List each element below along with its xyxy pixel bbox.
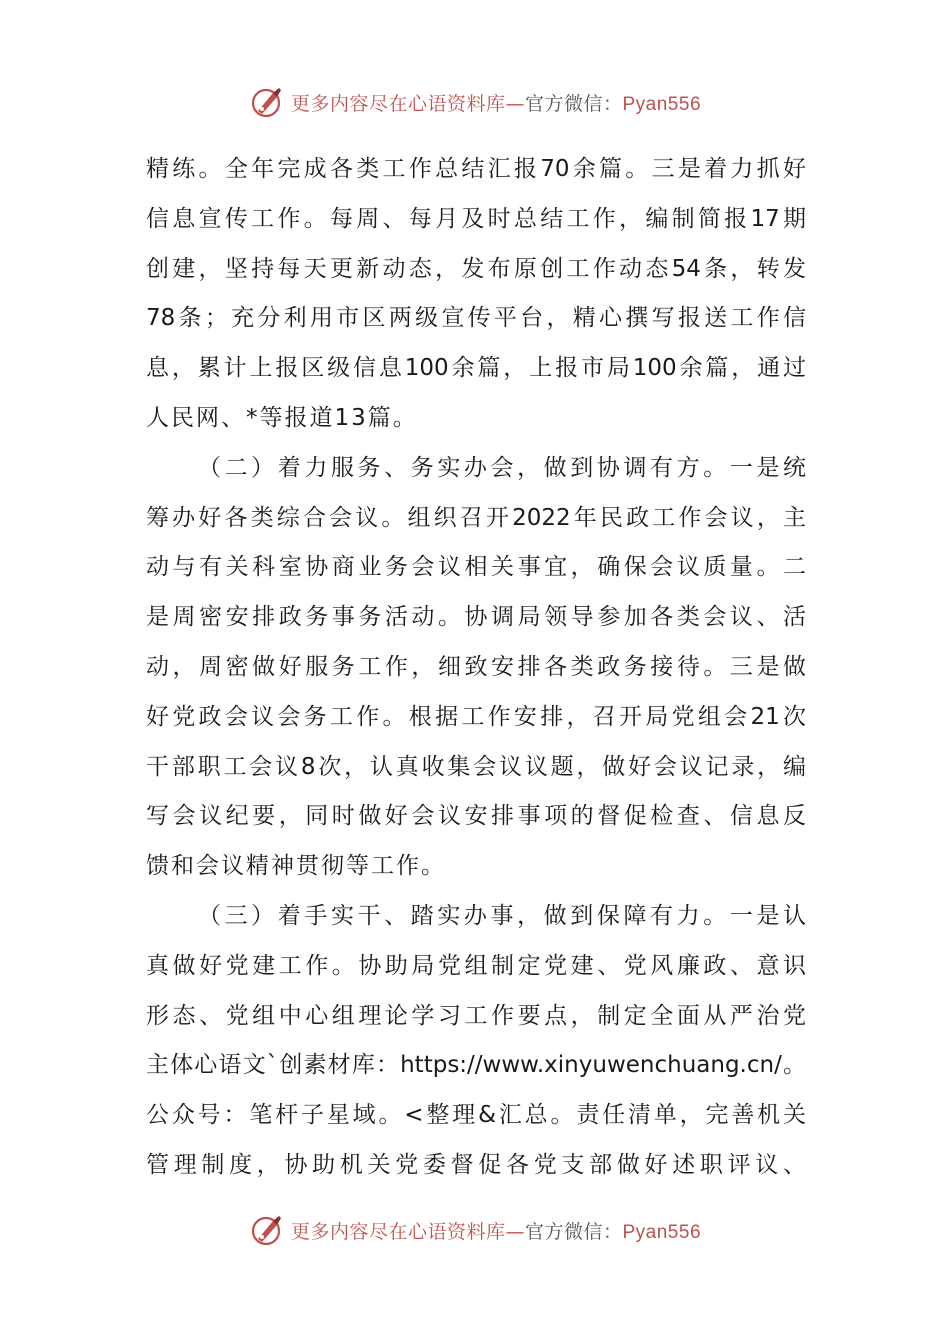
header-banner [0,80,950,124]
body-line: 精练。全年完成各类工作总结汇报70余篇。三是着力抓好 [146,156,806,182]
body-line: 筹办好各类综合会议。组织召开2022年民政工作会议，主 [146,504,806,531]
pen-nib-logo-icon [249,84,285,120]
header-banner-handle: Pyan556 [622,93,702,115]
section-heading-line: （二）着力服务、务实办会，做到协调有方。一是统 [198,454,806,481]
footer-banner-inner [249,1212,701,1248]
body-line: 真做好党建工作。协助局党组制定党建、党风廉政、意识 [146,952,806,979]
footer-banner-wechat-label: 官方微信： [524,1220,623,1243]
document-body [146,145,806,1191]
body-line: 好党政会议会务工作。根据工作安排，召开局党组会21次 [146,703,806,730]
body-line: 信息宣传工作。每周、每月及时总结工作，编制简报17期 [146,205,806,232]
body-line: 息，累计上报区级信息100余篇，上报市局100余篇，通过 [146,355,806,382]
body-line: 创建，坚持每天更新动态，发布原创工作动态54条，转发 [146,255,806,282]
body-line: 人民网、*等报道13篇。 [146,404,418,431]
body-line: 管理制度，协助机关党委督促各党支部做好述职评议、 [146,1151,806,1178]
section-heading-line: （三）着手实干、踏实办事，做到保障有力。一是认 [198,902,806,929]
body-line: 写会议纪要，同时做好会议安排事项的督促检查、信息反 [146,803,806,830]
body-line: 动，周密做好服务工作，细致安排各类政务接待。三是做 [146,653,806,680]
body-line: 馈和会议精神贯彻等工作。 [146,853,446,880]
body-line: 形态、党组中心组理论学习工作要点，制定全面从严治党 [146,1002,806,1029]
header-banner-inner [249,84,701,120]
footer-banner-dash: — [505,1220,525,1243]
body-line-with-link: 主体心语文`创素材库：https://www.xinyuwenchuang.cn/。 [146,1052,806,1079]
header-banner-title: 更多内容尽在心语资料库 [290,92,506,115]
body-line: 78条；充分利用市区两级宣传平台，精心撰写报送工作信 [146,305,806,332]
body-line: 公众号：笔杆子星域。<整理&汇总。责任清单，完善机关 [146,1102,806,1129]
footer-banner-handle: Pyan556 [622,1221,702,1243]
footer-banner [0,1208,950,1252]
footer-banner-text [291,1217,701,1244]
body-line: 是周密安排政务事务活动。协调局领导参加各类会议、活 [146,604,806,631]
header-banner-wechat-label: 官方微信： [524,92,623,115]
body-line: 动与有关科室协商业务会议相关事宜，确保会议质量。二 [146,554,806,581]
header-banner-text [291,89,701,116]
pen-nib-logo-icon [249,1212,285,1248]
body-line: 干部职工会议8次，认真收集会议议题，做好会议记录，编 [146,753,806,780]
footer-banner-title: 更多内容尽在心语资料库 [290,1220,506,1243]
header-banner-dash: — [505,92,525,115]
